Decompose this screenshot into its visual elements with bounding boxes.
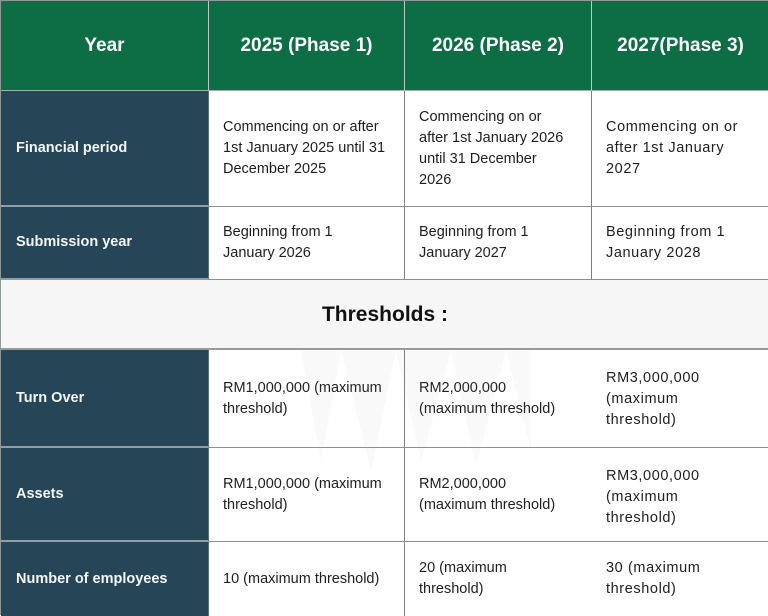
submission-year-phase-2: Beginning from 1 January 2027 [405, 207, 592, 280]
row-label-financial-period: Financial period [1, 91, 209, 207]
employees-phase-2: 20 (maximum threshold) [405, 542, 592, 616]
financial-period-phase-1: Commencing on or after 1st January 2025 until 31 December 2025 [209, 91, 405, 207]
employees-phase-1: 10 (maximum threshold) [209, 542, 405, 616]
turn-over-phase-2: RM2,000,000 (maximum threshold) [405, 350, 592, 448]
financial-period-phase-2: Commencing on or after 1st January 2026 until 31 December 2026 [405, 91, 592, 207]
row-label-assets: Assets [1, 448, 209, 542]
row-label-turn-over: Turn Over [1, 350, 209, 448]
header-phase-2: 2026 (Phase 2) [405, 1, 592, 91]
thresholds-section-title: Thresholds : [1, 280, 768, 350]
financial-period-phase-3: Commencing on or after 1st January 2027 [592, 91, 768, 207]
assets-phase-3: RM3,000,000 (maximum threshold) [592, 448, 768, 542]
header-phase-3: 2027(Phase 3) [592, 1, 768, 91]
row-label-number-of-employees: Number of employees [1, 542, 209, 616]
turn-over-phase-3: RM3,000,000 (maximum threshold) [592, 350, 768, 448]
header-year: Year [1, 1, 209, 91]
employees-phase-3: 30 (maximum threshold) [592, 542, 768, 616]
row-label-submission-year: Submission year [1, 207, 209, 280]
submission-year-phase-3: Beginning from 1 January 2028 [592, 207, 768, 280]
assets-phase-1: RM1,000,000 (maximum threshold) [209, 448, 405, 542]
turn-over-phase-1: RM1,000,000 (maximum threshold) [209, 350, 405, 448]
header-phase-1: 2025 (Phase 1) [209, 1, 405, 91]
assets-phase-2: RM2,000,000 (maximum threshold) [405, 448, 592, 542]
submission-year-phase-1: Beginning from 1 January 2026 [209, 207, 405, 280]
